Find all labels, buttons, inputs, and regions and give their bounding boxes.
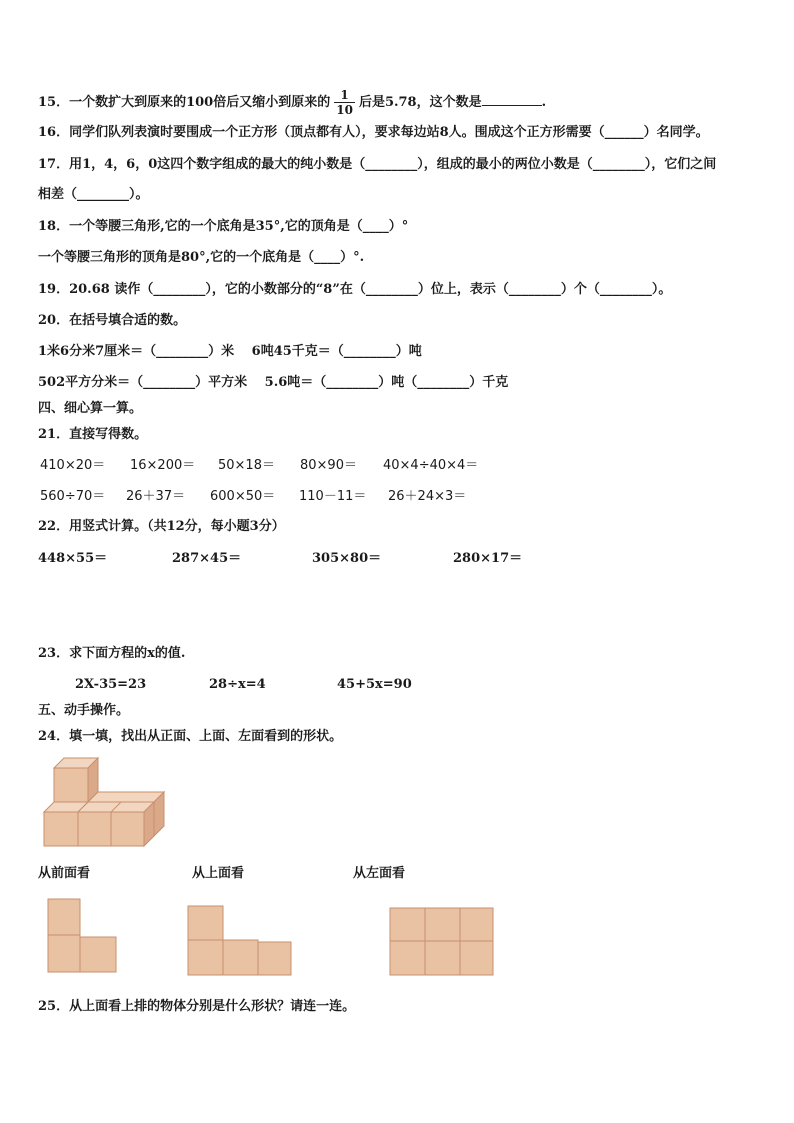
q21-row1-item3: 50×18＝ bbox=[218, 458, 275, 473]
question-23-title: 23．求下面方程的x的值. bbox=[38, 646, 186, 661]
top-view-shape bbox=[186, 904, 296, 979]
q21-row2-item5: 26＋24×3＝ bbox=[388, 489, 467, 504]
q22-item1: 448×55＝ bbox=[38, 551, 108, 566]
question-17-line2: 相差（________）。 bbox=[38, 187, 149, 202]
q21-row2-item4: 110－11＝ bbox=[299, 489, 367, 504]
q15-text-c: . bbox=[541, 95, 547, 110]
q21-row1-item1: 410×20＝ bbox=[40, 458, 106, 473]
q21-row2-item3: 600×50＝ bbox=[210, 489, 276, 504]
q21-row2-item1: 560÷70＝ bbox=[40, 489, 106, 504]
question-16: 16．同学们队列表演时要围成一个正方形（顶点都有人），要求每边站8人。围成这个正方形需要（______）名同学。 bbox=[38, 125, 709, 140]
answer-blank[interactable] bbox=[482, 93, 542, 106]
label-top-view: 从上面看 bbox=[192, 866, 245, 881]
frac-numerator: 1 bbox=[334, 88, 355, 103]
cube-front-2 bbox=[111, 812, 144, 846]
question-22-title: 22．用竖式计算。（共12分，每小题3分） bbox=[38, 519, 285, 534]
question-15 bbox=[38, 88, 546, 117]
q21-row2-item2: 26＋37＝ bbox=[126, 489, 186, 504]
question-19: 19．20.68 读作（________），它的小数部分的“8”在（________）位上，表示（________）个（________）。 bbox=[38, 282, 672, 297]
question-18-line2: 一个等腰三角形的顶角是80°,它的一个底角是（____）°. bbox=[38, 250, 365, 265]
q21-row1-item5: 40×4÷40×4＝ bbox=[383, 458, 479, 473]
q21-row1-item4: 80×90＝ bbox=[300, 458, 357, 473]
section-5-title: 五、动手操作。 bbox=[38, 703, 130, 718]
q23-item3: 45+5x=90 bbox=[337, 677, 412, 692]
q22-item3: 305×80＝ bbox=[312, 551, 382, 566]
question-20-line2: 502平方分米＝（________）平方米 5.6吨＝（________）吨（________）千克 bbox=[38, 375, 509, 390]
label-front-view: 从前面看 bbox=[38, 866, 91, 881]
q22-item4: 280×17＝ bbox=[453, 551, 523, 566]
cube-back-row-top bbox=[88, 792, 164, 802]
q23-item1: 2X-35=23 bbox=[75, 677, 147, 692]
q21-row1-item2: 16×200＝ bbox=[130, 458, 196, 473]
question-24-title: 24．填一填，找出从正面、上面、左面看到的形状。 bbox=[38, 729, 343, 744]
question-17-line1: 17．用1，4，6，0这四个数字组成的最大的纯小数是（________），组成的最小的两位小数是（________），它们之间 bbox=[38, 157, 717, 172]
cube-left-front bbox=[44, 812, 78, 846]
frac-denominator: 10 bbox=[336, 103, 353, 117]
fraction-one-tenth bbox=[334, 88, 355, 117]
front-view-shape bbox=[46, 897, 126, 977]
q15-text-b: 后是5.78，这个数是 bbox=[358, 95, 482, 110]
question-18-line1: 18．一个等腰三角形,它的一个底角是35°,它的顶角是（____）° bbox=[38, 219, 409, 234]
question-20-title: 20．在括号填合适的数。 bbox=[38, 313, 187, 328]
left-view-shape bbox=[388, 906, 498, 978]
question-20-line1: 1米6分米7厘米＝（________）米 6吨45千克＝（________）吨 bbox=[38, 344, 422, 359]
question-25-title: 25．从上面看上排的物体分别是什么形状？请连一连。 bbox=[38, 999, 356, 1014]
q23-item2: 28÷x=4 bbox=[209, 677, 266, 692]
q15-text-a: 15．一个数扩大到原来的100倍后又缩小到原来的 bbox=[38, 95, 331, 110]
cube-stack-illustration bbox=[40, 756, 180, 856]
question-21-title: 21．直接写得数。 bbox=[38, 427, 148, 442]
section-4-title: 四、细心算一算。 bbox=[38, 401, 143, 416]
label-left-view: 从左面看 bbox=[353, 866, 406, 881]
cube-front-1 bbox=[78, 812, 111, 846]
cube-top-back-front bbox=[54, 768, 88, 802]
q22-item2: 287×45＝ bbox=[172, 551, 242, 566]
